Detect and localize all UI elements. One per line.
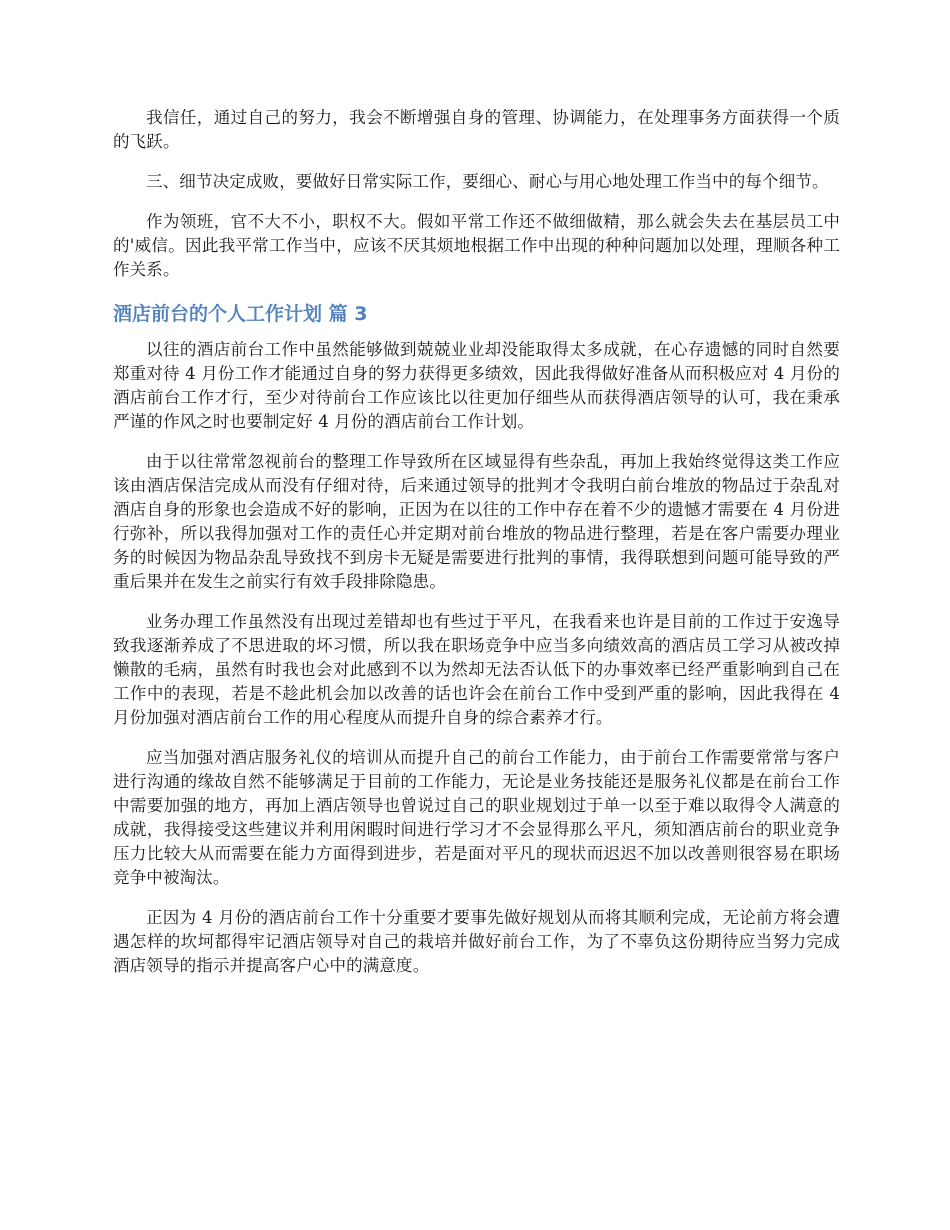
- body-paragraph: 由于以往常常忽视前台的整理工作导致所在区域显得有些杂乱，再加上我始终觉得这类工作应该由酒店保洁完成从而没有仔细对待，后来通过领导的批判才令我明白前台堆放的物品过于杂乱对酒店自身的形象也会造成不好的影响，正因为在以往的工作中存在着不少的遗憾才需要在 4 月份进行弥补，所以我得加强对工作的责任心并定期对前台堆放的物品进行整理，若是在客户需要办理业务的时候因为物品杂乱导致找不到房卡无疑是需要进行批判的事情，我得联想到问题可能导致的严重后果并在发生之前实行有效手段排除隐患。: [113, 452, 840, 591]
- body-paragraph: 作为领班，官不大不小，职权不大。假如平常工作还不做细做精，那么就会失去在基层员工中的'威信。因此我平常工作当中，应该不厌其烦地根据工作中出现的种种问题加以处理，理顺各种工作关系。: [113, 212, 840, 279]
- document-page: [113, 106, 840, 994]
- section-heading: 酒店前台的个人工作计划 篇 3: [113, 303, 368, 325]
- body-paragraph: 三、细节决定成败，要做好日常实际工作，要细心、耐心与用心地处理工作当中的每个细节。: [146, 172, 829, 191]
- body-paragraph: 以往的酒店前台工作中虽然能够做到兢兢业业却没能取得太多成就，在心存遗憾的同时自然要郑重对待 4 月份工作才能通过自身的努力获得更多绩效，因此我得做好准备从而积极应对 4 月份的酒店前台工作才行，至少对待前台工作应该比以往更加仔细些从而获得酒店领导的认可，我在秉承严谨的作风之时也要制定好 4 月份的酒店前台工作计划。: [113, 340, 840, 431]
- body-paragraph: 正因为 4 月份的酒店前台工作十分重要才要事先做好规划从而将其顺利完成，无论前方将会遭遇怎样的坎坷都得牢记酒店领导对自己的栽培并做好前台工作，为了不辜负这份期待应当努力完成酒店领导的指示并提高客户心中的满意度。: [113, 908, 840, 975]
- body-paragraph: 我信任，通过自己的努力，我会不断增强自身的管理、协调能力，在处理事务方面获得一个质的飞跃。: [113, 108, 840, 151]
- body-paragraph: 业务办理工作虽然没有出现过差错却也有些过于平凡，在我看来也许是目前的工作过于安逸导致我逐渐养成了不思进取的坏习惯，所以我在职场竞争中应当多向绩效高的酒店员工学习从被改掉懒散的毛病，虽然有时我也会对此感到不以为然却无法否认低下的办事效率已经严重影响到自己在工作中的表现，若是不趁此机会加以改善的话也许会在前台工作中受到严重的影响，因此我得在 4 月份加强对酒店前台工作的用心程度从而提升自身的综合素养才行。: [113, 612, 840, 727]
- body-paragraph: 应当加强对酒店服务礼仪的培训从而提升自己的前台工作能力，由于前台工作需要常常与客户进行沟通的缘故自然不能够满足于目前的工作能力，无论是业务技能还是服务礼仪都是在前台工作中需要加强的地方，再加上酒店领导也曾说过自己的职业规划过于单一以至于难以取得令人满意的成就，我得接受这些建议并利用闲暇时间进行学习才不会显得那么平凡，须知酒店前台的职业竞争压力比较大从而需要在能力方面得到进步，若是面对平凡的现状而迟迟不加以改善则很容易在职场竞争中被淘汰。: [113, 748, 840, 887]
